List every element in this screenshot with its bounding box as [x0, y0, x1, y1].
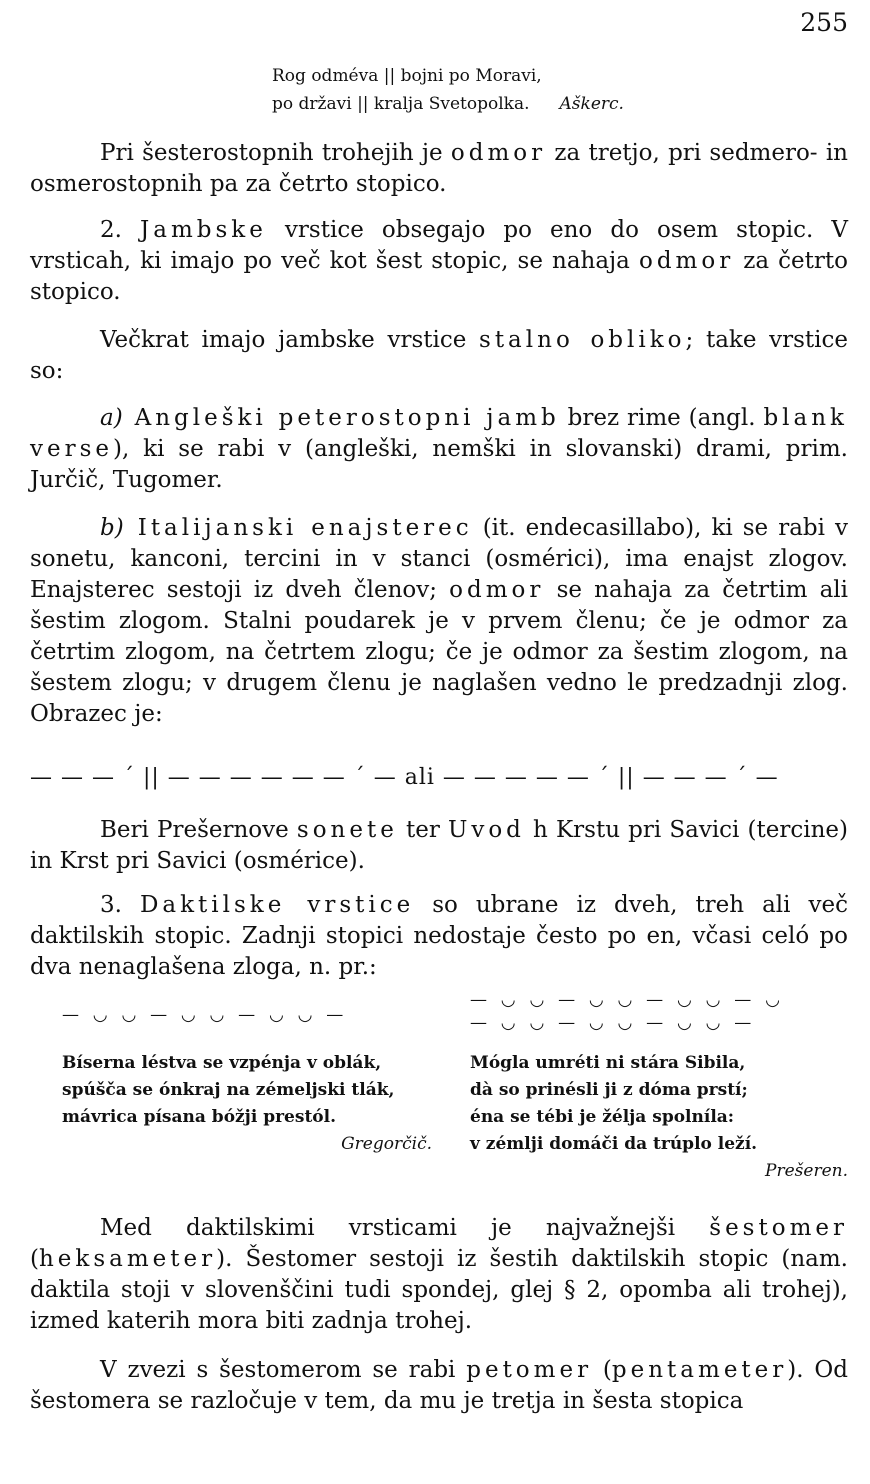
poem-preseren: [470, 1050, 848, 1185]
meter-scheme-endecasillabo: — — — ´ || — — — — — — ´ — ali — — — — — ´ || — — — ´ —: [30, 765, 779, 790]
paragraph-trochee-caesura: Pri šesterostopnih trohejih je odmor za tretjo, pri sedmero- in osmerostopnih pa za četrto stopico.: [30, 140, 848, 197]
meter-scheme-right-2: — ◡ ◡ — ◡ ◡ — ◡ ◡ —: [470, 1013, 753, 1033]
paragraph-endecasillabo: b) Italijanski enajsterec (it. endecasillabo), ki se rabi v sonetu, kanconi, tercini in v stanci (osmérici), ima enajst zlogov. Enajsterec sestoji iz dveh členov; odmor se nahaja za četrtim ali šestim zlogom. Stalni poudarek je v prvem členu; če je odmor za četrtim zlogom, na četrtem zlogu; če je odmor za šestim zlogom, na šestem zlogu; v drugem členu je naglašen vedno le predzadnji zlog. Obrazec je:: [30, 515, 849, 727]
paragraph-pentameter: V zvezi s šestomerom se rabi petomer (pentameter). Od šestomera se razločuje v tem, da mu je tretja in šesta stopica: [30, 1357, 848, 1414]
poem-line: mávrica písana bóžji prestól.: [62, 1107, 337, 1127]
epigraph: [272, 62, 624, 118]
poem-author: Gregorčič.: [341, 1134, 432, 1154]
paragraph-hexameter: Med daktilskimi vrsticami je najvažnejši šestomer (heksameter). Šestomer sestoji iz šestih daktilskih stopic (nam. daktila stoji v slovenščini tudi spondej, glej § 2, opomba ali trohej), izmed katerih mora biti zadnja trohej.: [30, 1215, 848, 1334]
paragraph-iambic-lines: 2. Jambske vrstice obsegajo po eno do osem stopic. V vrsticah, ki imajo po več kot šest stopic, se nahaja odmor za četrto stopico.: [30, 217, 848, 305]
meter-scheme-right-1: — ◡ ◡ — ◡ ◡ — ◡ ◡ — ◡: [470, 990, 781, 1010]
epigraph-line: po državi || kralja Svetopolka. Aškerc.: [272, 94, 624, 114]
page-number: 255: [800, 8, 848, 37]
paragraph-sonnets: Beri Prešernove sonete ter Uvod h Krstu pri Savici (tercine) in Krst pri Savici (osmérice).: [30, 817, 848, 874]
poem-line: dà so prinésli ji z dóma prstí;: [470, 1080, 748, 1100]
epigraph-author: Aškerc.: [559, 94, 624, 114]
poem-author: Prešeren.: [765, 1161, 848, 1181]
poem-line: éna se tébi je žélja spolníla:: [470, 1107, 735, 1127]
epigraph-line: Rog odméva || bojni po Moravi,: [272, 66, 542, 86]
paragraph-dactylic-lines: 3. Daktilske vrstice so ubrane iz dveh, treh ali več daktilskih stopic. Zadnji stopici nedostaje često po en, včasi celó po dva nenaglašena zloga, n. pr.:: [30, 892, 849, 980]
poem-gregorcic: [62, 1050, 432, 1158]
poem-line: v zémlji domáči da trúplo leží.: [470, 1134, 758, 1154]
poem-line: spúšča se ónkraj na zémeljski tlák,: [62, 1080, 395, 1100]
poem-line: Mógla umréti ni stára Sibila,: [470, 1053, 746, 1073]
paragraph-fixed-forms: Večkrat imajo jambske vrstice stalno obliko; take vrstice so:: [30, 327, 848, 384]
meter-scheme-left: — ◡ ◡ — ◡ ◡ — ◡ ◡ —: [62, 1005, 345, 1025]
poem-line: Bíserna léstva se vzpénja v oblák,: [62, 1053, 382, 1073]
paragraph-blank-verse: a) Angleški peterostopni jamb brez rime (angl. blank verse), ki se rabi v (angleški, nemški in slovanski) drami, prim. Jurčič, Tugomer.: [30, 405, 848, 493]
